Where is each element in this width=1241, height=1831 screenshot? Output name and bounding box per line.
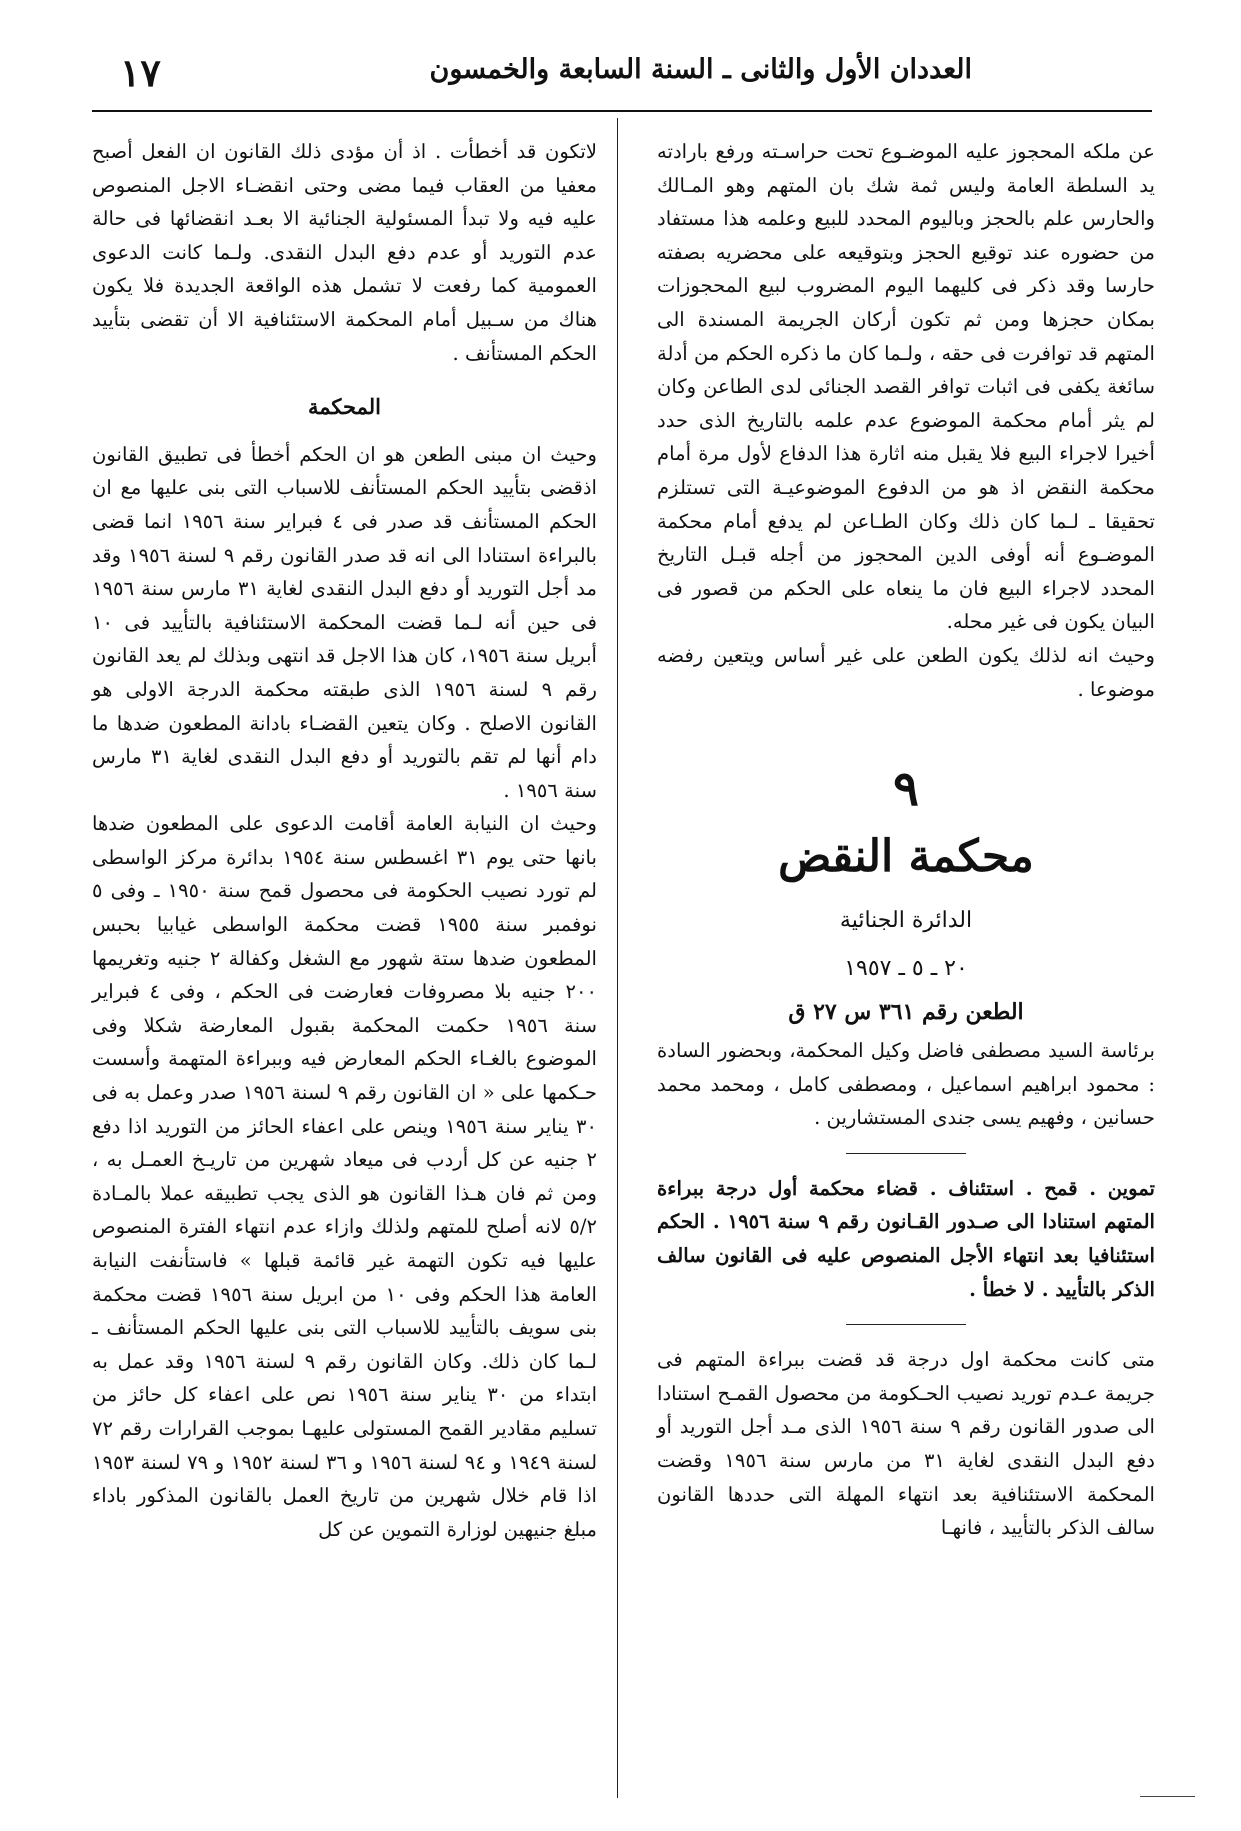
left-paragraph-1: لاتكون قد أخطأت . اذ أن مؤدى ذلك القانون ان الفعل أصبح معفيا من العقاب فيما مضى وحتى انقضـاء الاجل المنصوص عليه فيه ولا تبدأ المسئولية الجنائية الا بعـد انقضائها فى حالة عدم التوريد أو عدم دفع البدل النقدى. ولـما كانت الدعوى العمومية كما رفعت لا تشمل هذه الواقعة الجديدة فلا يكون هناك من سـبيل أمام المحكمة الاستئنافية الا أن تقضى بتأييد الحكم المستأنف .: [92, 140, 597, 365]
page-number: ١٧: [120, 50, 161, 95]
right-column: [657, 135, 1155, 1545]
separator-rule: [846, 1153, 966, 1154]
presidency-paragraph: برئاسة السيد مصطفى فاضل وكيل المحكمة، وبحضور السادة : محمود ابراهيم اسماعيل ، ومصطفى كامل ، ومحمد محمد حسانين ، وفهيم يسى جندى المستشارين .: [657, 1039, 1155, 1130]
left-paragraph-2: وحيث ان مبنى الطعن هو ان الحكم أخطأ فى تطبيق القانون اذقضى بتأييد الحكم المستأنف للاسباب التى بنى عليها مع ان الحكم المستأنف قد صدر فى ٤ فبراير سنة ١٩٥٦ انما قضى بالبراءة استنادا الى انه قد صدر القانون رقم ٩ لسنة ١٩٥٦ وقد مد أجل التوريد أو دفع البدل النقدى لغاية ٣١ مارس سنة ١٩٥٦ فى حين أنه لـما قضت المحكمة الاستئنافية بالتأييد فى ١٠ أبريل سنة ١٩٥٦، كان هذا الاجل قد انتهى وبذلك لم يعد القانون رقم ٩ لسنة ١٩٥٦ الذى طبقته محكمة الدرجة الاولى هو القانون الاصلح . وكان يتعين القضـاء بادانة المطعون ضدها ما دام أنها لم تقم بالتوريد أو دفع البدل النقدى لغاية ٣١ مارس سنة ١٩٥٦ .: [92, 442, 598, 802]
left-paragraph-3: وحيث ان النيابة العامة أقامت الدعوى على المطعون ضدها بانها حتى يوم ٣١ اغسطس سنة ١٩٥٤ بدائرة مركز الواسطى لم تورد نصيب الحكومة فى محصول قمح سنة ١٩٥٠ ـ وفى ٥ نوفمبر سنة ١٩٥٥ قضت محكمة الواسطى غيابيا بحبس المطعون ضدها ستة شهور مع الشغل وكفالة ٢ جنيه وتغريمها ٢٠٠ جنيه بلا مصروفات فعارضت فى الحكم ، وفى ٤ فبراير سنة ١٩٥٦ حكمت المحكمة بقبول المعارضة شكلا وفى الموضوع بالغـاء الحكم المعارض فيه وببراءة المتهمة وأسست حـكمها على « ان القانون رقم ٩ لسنة ١٩٥٦ صدر وعمل به فى ٣٠ يناير سنة ١٩٥٦ وينص على اعفاء الحائز من التوريد اذا دفع ٢ جنيه عن كل أردب فى ميعاد شهرين من تاريـخ العمـل به ، ومن ثم فان هـذا القانون هو الذى يجب تطبيقه عملا بالمـادة ٥/٢ لانه أصلح للمتهم ولذلك وازاء عدم انتهاء الفترة المنصوص عليها فيه تكون التهمة غير قائمة قبلها » فاستأنفت النيابة العامة هذا الحكم وفى ١٠ من ابريل سنة ١٩٥٦ قضت محكمة بنى سويف بالتأييد للاسباب التى بنى عليها الحكم المستأنف ـ لـما كان ذلك. وكان القانون رقم ٩ لسنة ١٩٥٦ وقد عمل به ابتداء من ٣٠ يناير سنة ١٩٥٦ نص على اعفاء كل حائز من تسليم مقادير القمح المستولى عليهـا بموجب القرارات رقم ٧٢ لسنة ١٩٤٩ و ٩٤ لسنة ١٩٥٦ و ٣٦ لسنة ١٩٥٢ و ٧٩ لسنة ١٩٥٣ اذا قام خلال شهرين من تاريخ العمل بالقانون المذكور باداء مبلغ جنيهين لوزارة التموين عن كل: [92, 812, 598, 1541]
separator-rule-2: [846, 1324, 966, 1325]
right-paragraph-2: وحيث انه لذلك يكون الطعن على غير أساس ويتعين رفضه موضوعا .: [657, 643, 1155, 701]
case-summary: تموين . قمح . استئناف . قضاء محكمة أول درجة ببراءة المتهم استنادا الى صـدور القـانون رقم ٩ سنة ١٩٥٦ . الحكم استئنافيا بعد انتهاء الأجل المنصوص عليه فى القانون سالف الذكر بالتأييد . لا خطأ .: [657, 1176, 1155, 1301]
right-paragraph-1: عن ملكه المحجوز عليه الموضـوع تحت حراسـته ورفع بارادته يد السلطة العامة وليس ثمة شك بان المتهم وهو المـالك والحارس علم بالحجز وباليوم المحدد للبيع وعلمه هذا مستفاد من حضوره عند توقيع الحجز وبتوقيعه على محضريه بصفته حارسا وقد ذكر فى كليهما اليوم المضروب لبيع المحجوزات بمكان حجزها ومن ثم تكون أركان الجريمة المسندة الى المتهم قد توافرت فى حقه ، ولـما كان ما ذكره الحكم من أدلة سائغة يكفى فى اثبات توافر القصد الجنائى لدى الطاعن وكان لم يثر أمام محكمة الموضوع عدم علمه بالتاريخ الذى حدد أخيرا لاجراء البيع فلا يقبل منه اثارة هذا الدفاع لأول مرة أمام محكمة النقض اذ هو من الدفوع الموضوعيـة التى تستلزم تحقيقا ـ لـما كان ذلك وكان الطـاعن لم يدفع أمام محكمة الموضـوع أنه أوفى الدين المحجوز من أجله قبـل التاريخ المحدد لاجراء البيع فان ما ينعاه على الحكم من قصور فى البيان يكون فى غير محله.: [657, 140, 1155, 634]
footer-rule: [1140, 1796, 1195, 1797]
case-number: ٩: [893, 761, 919, 818]
left-column: [92, 135, 597, 1546]
court-name: محكمة النقض: [778, 831, 1034, 883]
court-circuit: الدائرة الجنائية: [839, 908, 973, 934]
column-divider: [617, 118, 618, 1798]
appeal-number: الطعن رقم ٣٦١ س ٢٧ ق: [788, 999, 1024, 1026]
header-rule: [92, 110, 1152, 112]
legal-holding: متى كانت محكمة اول درجة قد قضت ببراءة المتهم فى جريمة عـدم توريد نصيب الحـكومة من محصول القمـح استنادا الى صدور القانون رقم ٩ سنة ١٩٥٦ الذى مـد أجل التوريد أو دفع البدل النقدى لغاية ٣١ من مارس سنة ١٩٥٦ وقضت المحكمة الاستئنافية بعد انتهاء المهلة التى حددها القانون سالف الذكر بالتأييد ، فانهـا: [657, 1348, 1155, 1540]
running-title: العددان الأول والثانى ـ السنة السابعة والخمسون: [429, 54, 972, 85]
section-title: المحكمة: [308, 394, 381, 420]
page-header: [92, 50, 1152, 110]
judgment-date: ٢٠ ـ ٥ ـ ١٩٥٧: [844, 956, 968, 982]
